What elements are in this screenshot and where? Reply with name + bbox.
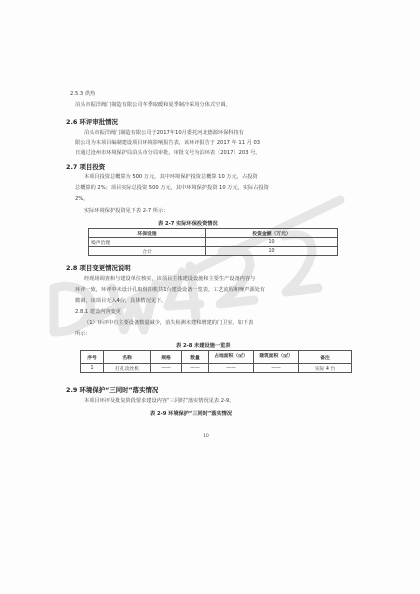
table-header-cell: 序号 [81,351,104,364]
table-cell: 合计 [89,247,206,256]
table-header-row [89,229,338,238]
section-2-8-1-heading: 2.8.1 建设内容变更 [75,309,121,315]
table-cell: 1 [81,364,104,373]
section-2-6-line-2: 限公司为本项目编制建设项目环境影响报告表，该环评报告于 2017 年 11 月 03 [75,140,261,146]
table-cell: 实际 4 台 [299,364,352,373]
table-header-cell: 投资金额（万元） [206,229,338,238]
table-header-cell: 环保设施 [89,229,206,238]
table-header-row [81,351,352,364]
table-cell: 噪声治理 [89,238,206,247]
table-2-8-caption: 表 2-8 未建设施一览表 [176,343,231,349]
table-header-cell: 占地面积（㎡） [209,351,254,364]
table-cell: —— [209,364,254,373]
table-cell: —— [151,364,182,373]
section-2-7-line-3: 2%。 [75,196,89,202]
table-header-cell: 数量 [182,351,209,364]
section-2-8-line-2: 环评一致，环评中未设计孔取组扣机共1台建设设备一览表，工艺流程和噪声源处有 [75,287,266,293]
table-2-7-caption: 表 2-7 实际环保投资情况 [158,221,218,227]
table-2-9-caption: 表 2-9 环境保护“三同时”落实情况 [150,411,233,417]
table-row [81,364,352,373]
section-2-6-line-1: 泊头市振洋阀门制造有限公司于2017年10月委托河北德源环保科技有 [84,130,244,136]
section-2-8-line-1: 经现场调查和与建设单位核实，该项目主体建设设施和主要生产设备内容与 [84,276,256,282]
section-2-5-3-paragraph: 泊头市振洋阀门制造有限公司冬季取暖和夏季制冷采用分体式空调。 [75,102,231,108]
table-header-cell: 建筑面积（㎡） [254,351,299,364]
section-2-8-line-3: 微调，该项目无入4台，具体情况见下。 [75,298,167,304]
table-2-7 [88,228,338,256]
section-2-9-line: 本项目环评及批复阶段要求建设内容“三同时”落实情况见表 2-9。 [84,398,235,404]
section-2-7-heading: 2.7 项目投资 [66,163,106,171]
table-2-8 [80,350,352,373]
section-2-7-table-intro: 实际环境保护投资见下表 2-7 所示： [84,208,169,214]
section-2-7-line-1: 本项目投资总概算为 500 万元，其中环境保护投资总概算 10 万元，占投资 [84,174,258,180]
table-cell: 10 [206,247,338,256]
section-2-9-heading: 2.9 环境保护“三同时”落实情况 [66,386,159,394]
section-2-8-heading: 2.8 项目变更情况说明 [66,264,131,272]
section-2-8-1-line-1: （1）环评中有主要设备数量减少，消失检测未建和增建的门卫室，如下表 [84,320,254,326]
section-2-6-heading: 2.6 环评审批情况 [66,118,118,126]
section-2-7-line-2: 总概算的 2%；项目实际总投资 500 万元，其中环境保护投资 10 万元，实际占投资 [75,185,269,191]
table-cell: 10 [206,238,338,247]
table-header-cell: 名称 [104,351,151,364]
table-header-cell: 备注 [299,351,352,364]
table-row [89,247,338,256]
table-cell: 打孔攻丝机 [104,364,151,373]
section-2-8-1-line-2: 所示： [75,331,91,337]
table-cell: —— [254,364,299,373]
table-cell: —— [182,364,209,373]
table-row [89,238,338,247]
watermark-text: DW 4.29 [330,340,335,341]
section-2-5-3-heading: 2.5.3 供热 [70,91,96,97]
table-header-cell: 规格 [151,351,182,364]
section-2-6-line-3: 日通过沧州市环境保护局泊头市分局审批，审批文号为泊环表〔2017〕203 号。 [75,150,261,156]
page-number: 10 [203,434,209,439]
